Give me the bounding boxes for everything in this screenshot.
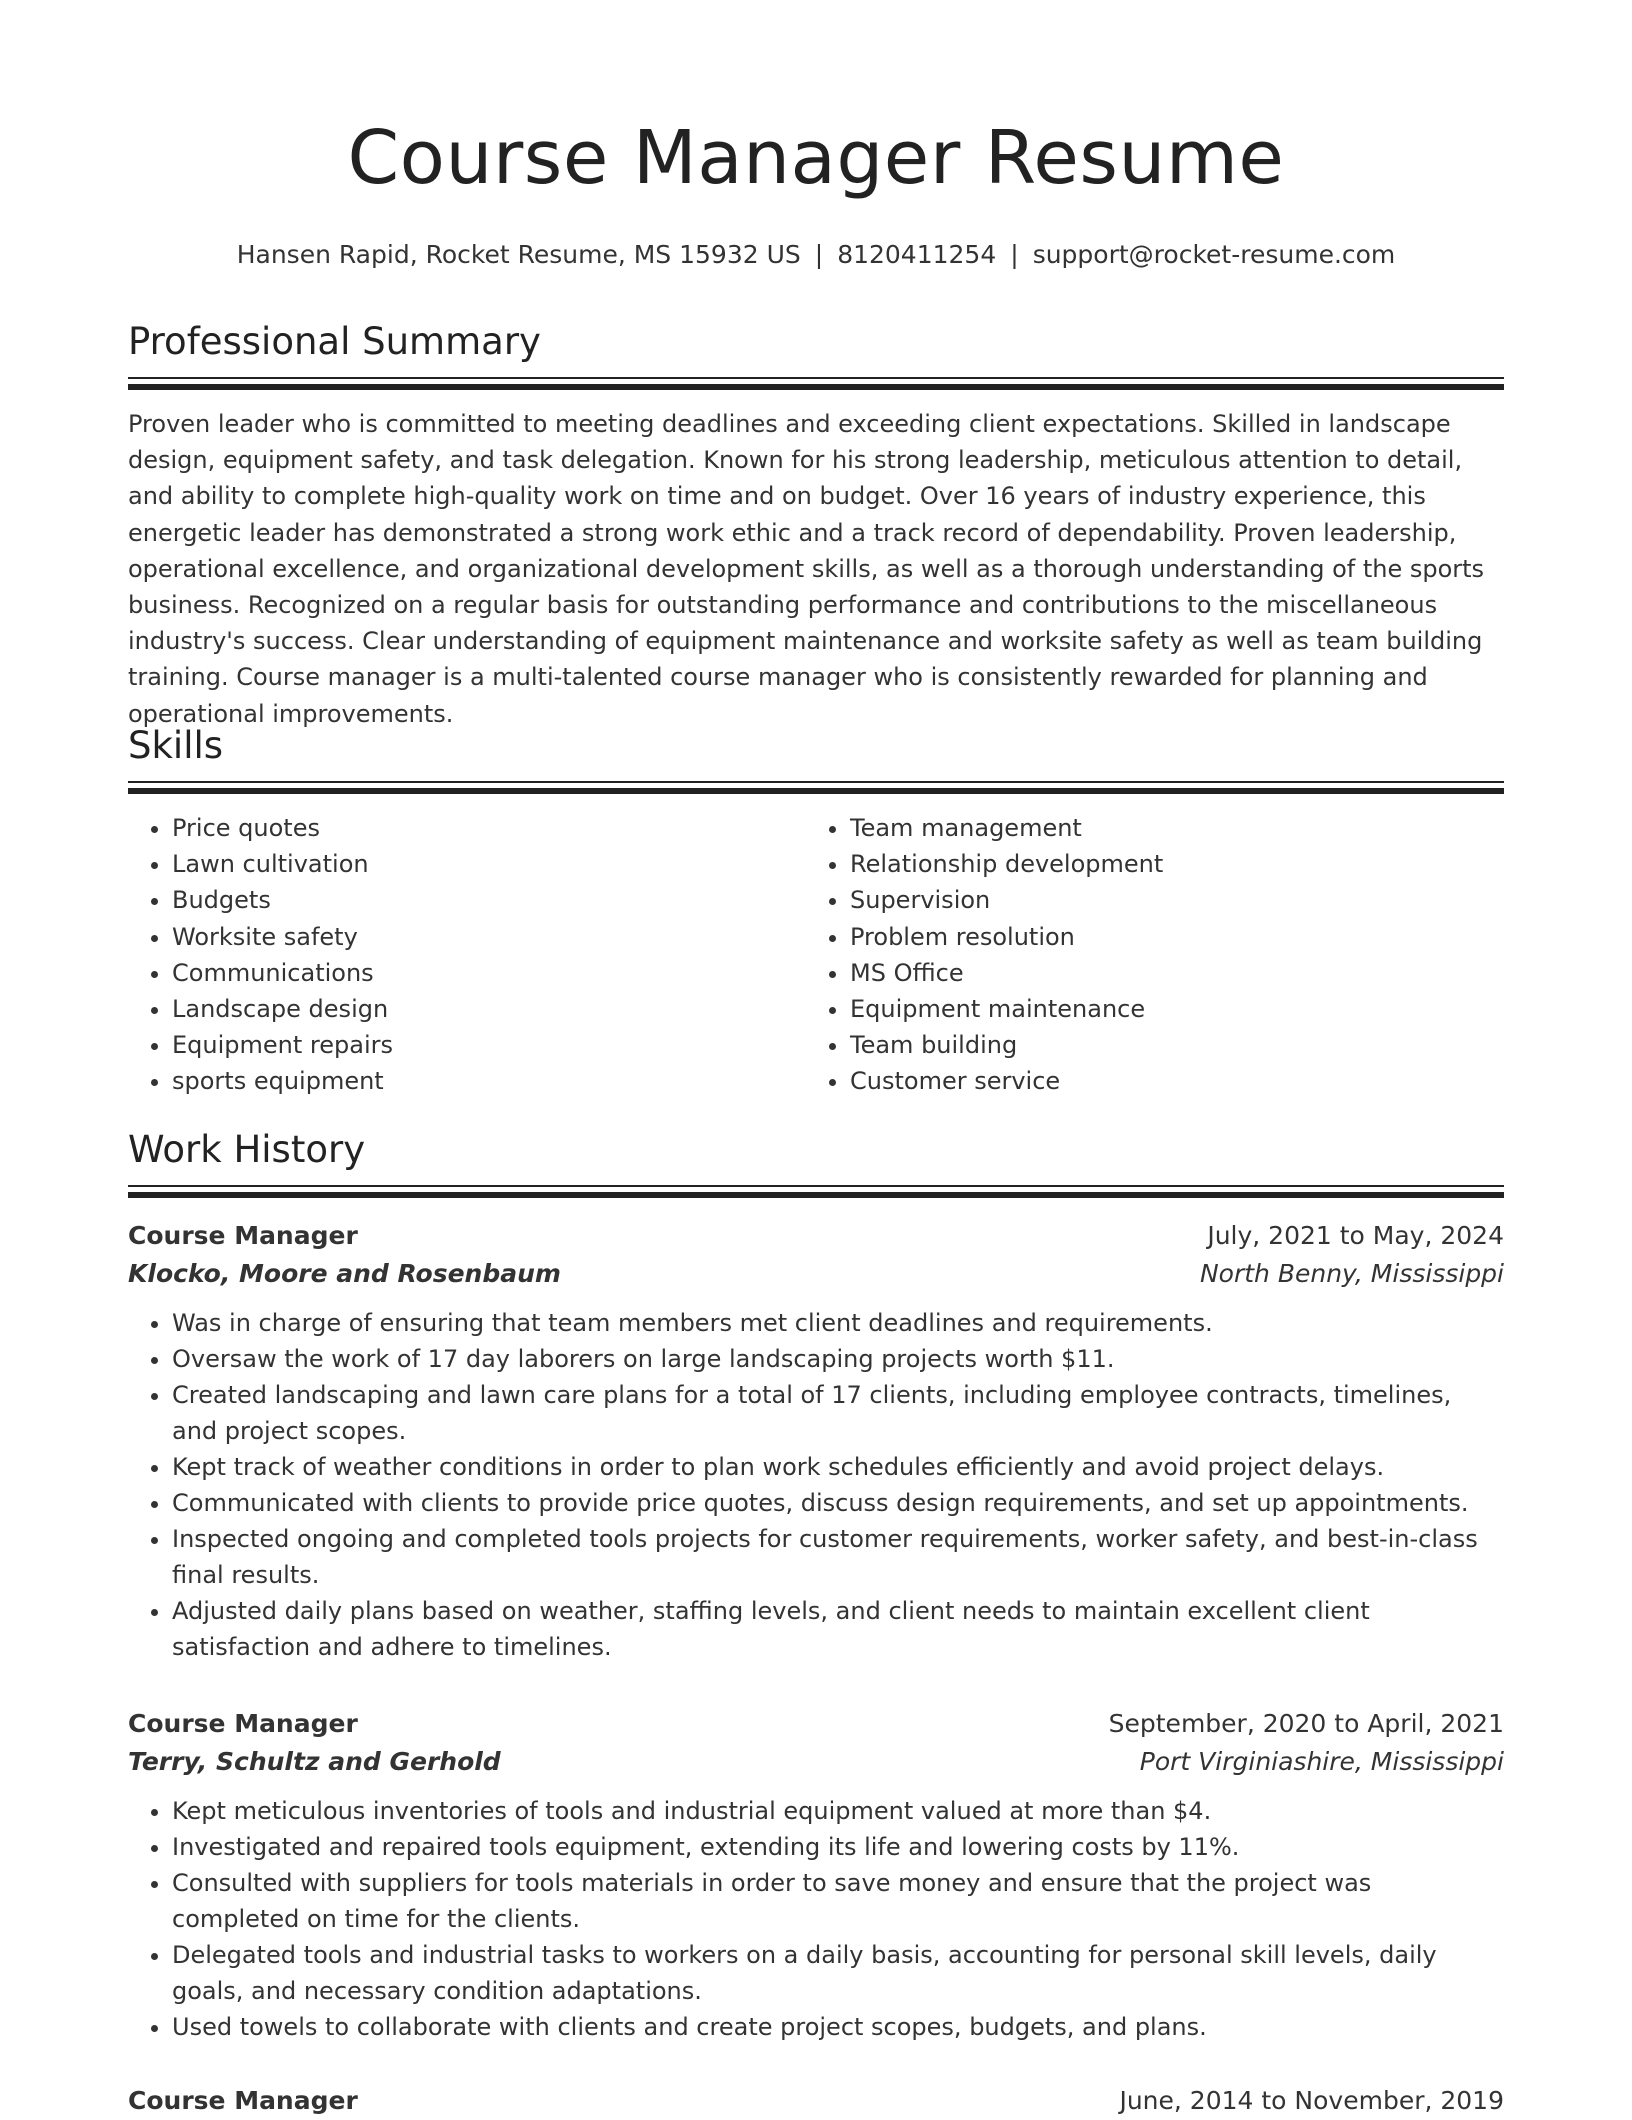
job-bullet: • Investigated and repaired tools equipment, extending its life and lowering costs by 11%. [172, 1829, 1504, 1865]
job-header [128, 1705, 1504, 1743]
job-title: Course Manager [128, 1221, 358, 1250]
job-bullet: • Communicated with clients to provide price quotes, discuss design requirements, and set up appointments. [172, 1485, 1504, 1521]
job-dates: September, 2020 to April, 2021 [1108, 1709, 1504, 1738]
skill-item: • Team building [850, 1027, 1500, 1063]
skill-item: • Problem resolution [850, 919, 1500, 955]
skill-item: • Worksite safety [172, 919, 802, 955]
job-title: Course Manager [128, 1709, 358, 1738]
job-bullet: • Kept meticulous inventories of tools and industrial equipment valued at more than $4. [172, 1793, 1504, 1829]
summary-heading: Professional Summary [128, 320, 541, 363]
section-divider [128, 1185, 1504, 1197]
job-bullet: • Was in charge of ensuring that team members met client deadlines and requirements. [172, 1305, 1504, 1341]
job-title: Course Manager [128, 2086, 358, 2115]
section-divider [128, 377, 1504, 389]
skill-item: • Supervision [850, 882, 1500, 918]
summary-text: Proven leader who is committed to meeting deadlines and exceeding client expectations. Skilled in landscape design, equipment safety, and task delegation. Known for his strong leadership, meticulous attention to detail, and ability to complete high-quality work on time and on budget. Over 16 years of industry experience, this energetic leader has demonstrated a strong work ethic and a track record of dependability. Proven leadership, operational excellence, and organizational development skills, as well as a thorough understanding of the sports business. Recognized on a regular basis for outstanding performance and contributions to the miscellaneous industry's success. Clear understanding of equipment maintenance and worksite safety as well as team building training. Course manager is a multi-talented course manager who is consistently rewarded for planning and operational improvements. [128, 410, 1485, 728]
skill-item: • Lawn cultivation [172, 846, 802, 882]
job-dates: July, 2021 to May, 2024 [1207, 1221, 1504, 1250]
skill-item: • Equipment maintenance [850, 991, 1500, 1027]
skill-item: • Budgets [172, 882, 802, 918]
skills-column-right [806, 810, 1500, 1100]
job-header [128, 2082, 1504, 2120]
resume-title: Course Manager Resume [347, 115, 1285, 201]
job-bullet: • Created landscaping and lawn care plans for a total of 17 clients, including employee contracts, timelines, and project scopes. [172, 1377, 1504, 1449]
job-subheader [128, 1255, 1504, 1293]
skill-item: • Customer service [850, 1063, 1500, 1099]
job-bullet: • Inspected ongoing and completed tools projects for customer requirements, worker safety, and best-in-class final results. [172, 1521, 1504, 1593]
job-location: Port Virginiashire, Mississippi [1139, 1747, 1504, 1776]
skill-item: • Relationship development [850, 846, 1500, 882]
skill-item: • Equipment repairs [172, 1027, 802, 1063]
job-entry [128, 1705, 1504, 2045]
job-header [128, 1217, 1504, 1255]
job-company: Klocko, Moore and Rosenbaum [128, 1259, 561, 1288]
contact-separator: | [1010, 240, 1019, 269]
job-bullet: • Adjusted daily plans based on weather, staffing levels, and client needs to maintain excellent client satisfaction and adhere to timelines. [172, 1593, 1504, 1665]
job-company: Terry, Schultz and Gerhold [128, 1747, 501, 1776]
job-entry [128, 1217, 1504, 1665]
skill-item: • Price quotes [172, 810, 802, 846]
contact-separator: | [814, 240, 824, 269]
skill-item: • sports equipment [172, 1063, 802, 1099]
job-dates: June, 2014 to November, 2019 [1119, 2086, 1504, 2115]
job-bullets [128, 1793, 1504, 2045]
job-bullet: • Kept track of weather conditions in order to plan work schedules efficiently and avoid project delays. [172, 1449, 1504, 1485]
job-bullet: • Delegated tools and industrial tasks to workers on a daily basis, accounting for personal skill levels, daily goals, and necessary condition adaptations. [172, 1937, 1504, 2009]
contact-phone: 8120411254 [837, 240, 997, 269]
job-bullet: • Oversaw the work of 17 day laborers on large landscaping projects worth $11. [172, 1341, 1504, 1377]
contact-line [128, 240, 1504, 270]
skill-item: • MS Office [850, 955, 1500, 991]
skills-column-left [128, 810, 802, 1100]
section-divider [128, 781, 1504, 793]
job-location: North Benny, Mississippi [1199, 1259, 1504, 1288]
contact-address: Hansen Rapid, Rocket Resume, MS 15932 US [236, 240, 801, 269]
work-history-heading: Work History [128, 1128, 366, 1171]
contact-email: support@rocket-resume.com [1032, 240, 1396, 269]
job-bullet: • Used towels to collaborate with clients and create project scopes, budgets, and plans. [172, 2009, 1504, 2045]
job-bullet: • Consulted with suppliers for tools materials in order to save money and ensure that the project was completed on time for the clients. [172, 1865, 1504, 1937]
job-subheader [128, 1743, 1504, 1781]
job-bullets [128, 1305, 1504, 1665]
skill-item: • Communications [172, 955, 802, 991]
skill-item: • Team management [850, 810, 1500, 846]
skill-item: • Landscape design [172, 991, 802, 1027]
skills-heading: Skills [128, 724, 224, 767]
job-entry [128, 2082, 1504, 2120]
